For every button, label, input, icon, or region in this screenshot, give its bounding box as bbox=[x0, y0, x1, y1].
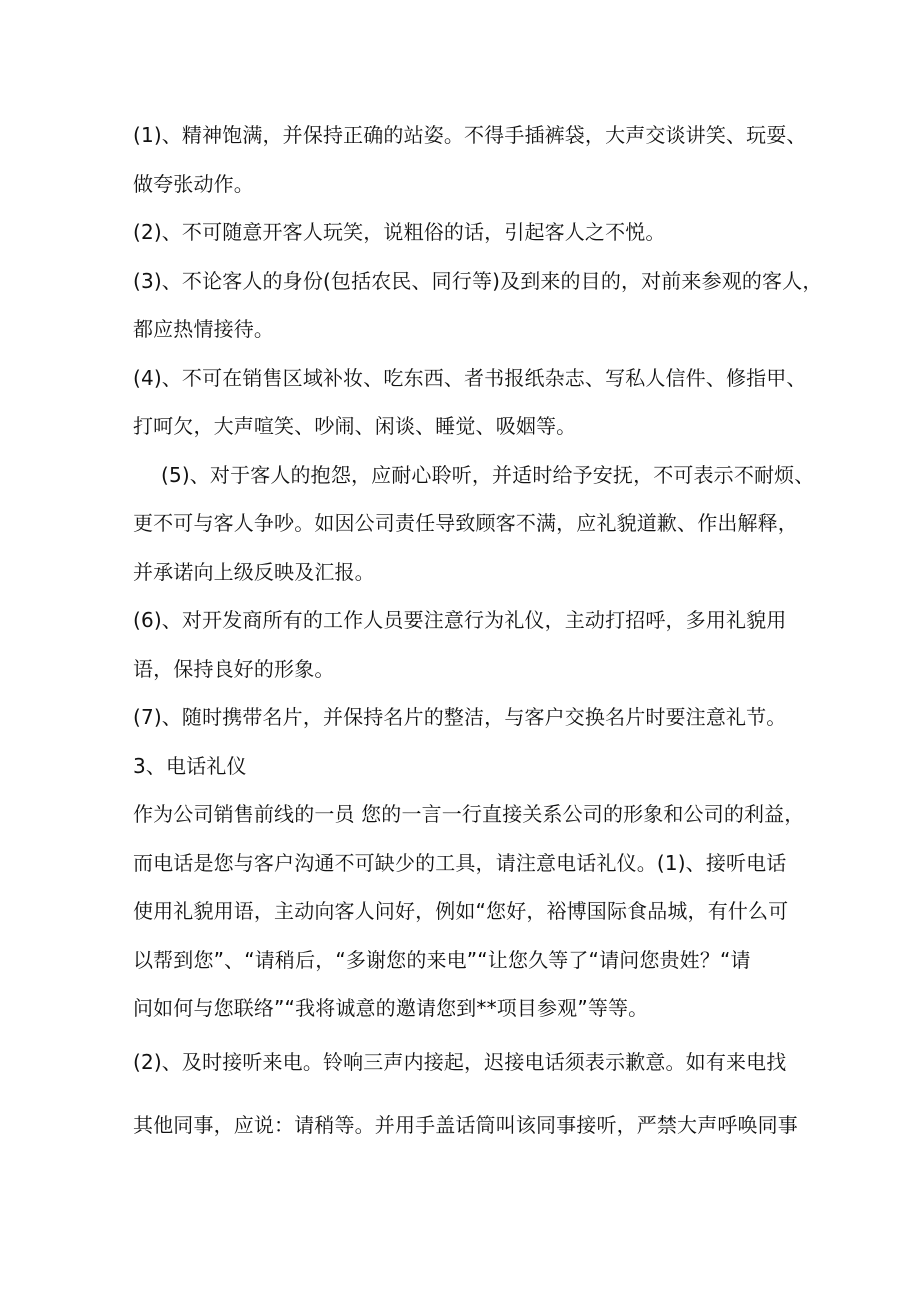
text-line: 做夸张动作。 bbox=[133, 172, 254, 196]
text-line: 更不可与客人争吵。如因公司责任导致顾客不满，应礼貌道歉、作出解释， bbox=[133, 511, 798, 535]
text-line: (3)、不论客人的身份(包括农民、同行等)及到来的目的，对前来参观的客人， bbox=[133, 269, 823, 293]
text-line: 打呵欠，大声喧笑、吵闹、闲谈、睡觉、吸姻等。 bbox=[133, 414, 577, 438]
text-line: (5)、对于客人的抱怨，应耐心聆听，并适时给予安抚，不可表示不耐烦、 bbox=[161, 463, 815, 487]
text-line: (2)、不可随意开客人玩笑，说粗俗的话，引起客人之不悦。 bbox=[133, 220, 666, 244]
text-line: (6)、对开发商所有的工作人员要注意行为礼仪，主动打招呼，多用礼貌用 bbox=[133, 608, 787, 632]
text-line: (7)、随时携带名片，并保持名片的整洁，与客户交换名片时要注意礼节。 bbox=[133, 705, 787, 729]
text-line: (4)、不可在销售区域补妆、吃东西、者书报纸杂志、写私人信件、修指甲、 bbox=[133, 366, 807, 390]
text-line: 以帮到您”、“请稍后，“多谢您的来电”“让您久等了“请问您贵姓？“请 bbox=[133, 948, 751, 972]
text-line: (1)、精神饱满，并保持正确的站姿。不得手插裤袋，大声交谈讲笑、玩耍、 bbox=[133, 123, 807, 147]
text-line: 而电话是您与客户沟通不可缺少的工具，请注意电话礼仪。(1)、接听电话 bbox=[133, 851, 787, 875]
text-line: 问如何与您联络”“我将诚意的邀请您到**项目参观”等等。 bbox=[133, 996, 649, 1020]
text-line: 语，保持良好的形象。 bbox=[133, 657, 335, 681]
section-heading: 3、电话礼仪 bbox=[133, 754, 247, 778]
text-line: (2)、及时接听来电。铃响三声内接起，迟接电话须表示歉意。如有来电找 bbox=[133, 1050, 787, 1074]
text-line: 使用礼貌用语，主动向客人问好，例如“您好，裕博国际食品城，有什么可 bbox=[133, 899, 789, 923]
text-line: 其他同事，应说：请稍等。并用手盖话筒叫该同事接听，严禁大声呼唤同事 bbox=[133, 1113, 798, 1137]
text-line: 都应热情接待。 bbox=[133, 317, 275, 341]
text-line: 并承诺向上级反映及汇报。 bbox=[133, 560, 375, 584]
text-line: 作为公司销售前线的一员 您的一言一行直接关系公司的形象和公司的利益， bbox=[133, 802, 805, 826]
